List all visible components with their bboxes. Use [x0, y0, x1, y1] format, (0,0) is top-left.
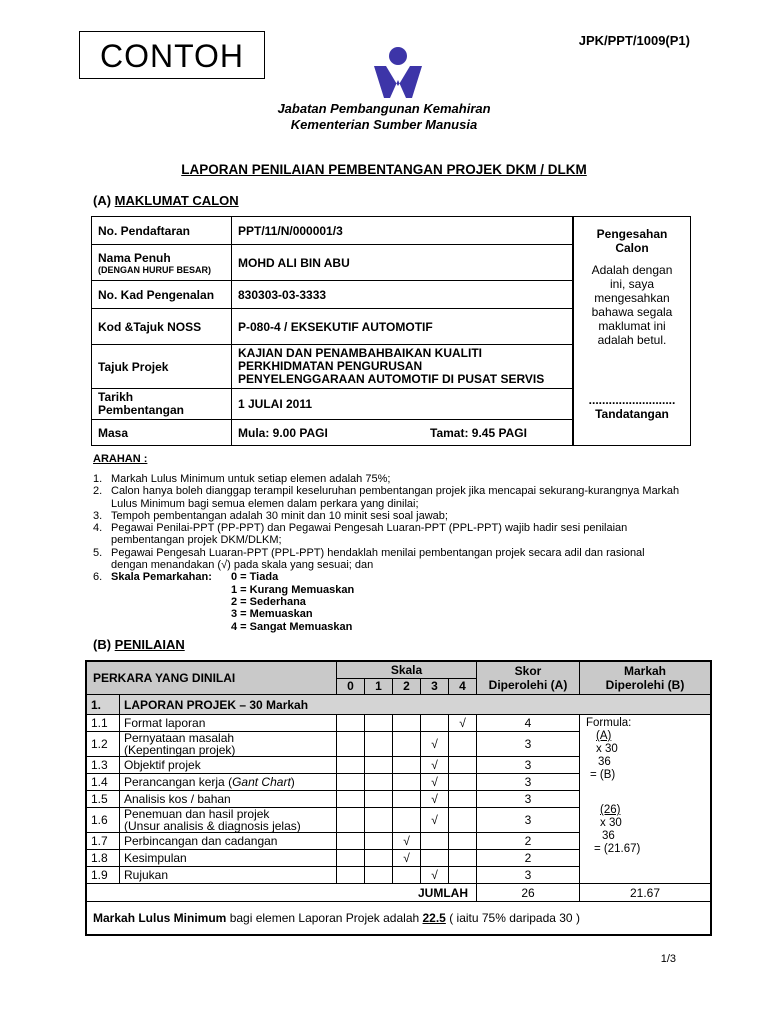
project-value-line-2: PERKHIDMATAN PENGURUSAN [238, 359, 423, 373]
instruction-text: Tempoh pembentangan adalah 30 minit dan 10 minit sesi soal jawab; [111, 509, 448, 522]
row-score: 3 [477, 867, 580, 884]
candidate-verification [573, 217, 691, 446]
formula-cell [580, 715, 712, 884]
verif-title-1: Pengesahan [596, 227, 668, 241]
reg-value: PPT/11/N/000001/3 [232, 217, 574, 245]
col-score-line-1: Skor [514, 664, 542, 678]
scale-cell[interactable] [393, 867, 421, 884]
row-score: 4 [477, 715, 580, 732]
date-label [92, 389, 232, 420]
name-label: Nama Penuh [98, 250, 171, 265]
scale-col-1: 1 [365, 678, 393, 694]
row-number: 1.3 [86, 757, 120, 774]
minimum-pass-row [86, 902, 711, 936]
scale-cell[interactable] [421, 833, 449, 850]
scale-legend-item: 3 = Memuaskan [231, 608, 313, 621]
scale-cell[interactable] [393, 757, 421, 774]
date-label-line-1: Tarikh [98, 390, 134, 404]
scale-label: Skala Pemarkahan: [111, 571, 212, 584]
total-row [86, 884, 711, 902]
signature-label: Tandatangan [595, 407, 669, 421]
minimum-pass-end: ( iaitu 75% daripada 30 ) [445, 911, 580, 925]
scale-cell[interactable] [337, 833, 365, 850]
scale-cell[interactable] [421, 850, 449, 867]
row-item-cell [120, 791, 337, 808]
scale-cell[interactable] [365, 774, 393, 791]
row-number: 1.5 [86, 791, 120, 808]
scale-cell[interactable] [449, 732, 477, 757]
instruction-text: Pegawai Pengesah Luaran-PPT (PPL-PPT) hendaklah menilai pembentangan projek secara adil dan rasional dengan menandakan (√) pada skala yang sesuai; dan [111, 546, 645, 572]
row-item: Perbincangan dan cadangan [124, 834, 278, 848]
scale-cell[interactable] [337, 791, 365, 808]
assessment-table [85, 660, 712, 936]
verif-body-1: Adalah dengan [591, 263, 673, 277]
scale-legend-item: 1 = Kurang Memuaskan [231, 583, 355, 596]
instruction-item [93, 547, 683, 572]
row-number: 1.9 [86, 867, 120, 884]
formula-x30: x 30 [596, 743, 618, 755]
row-item: Objektif projek [124, 758, 201, 772]
row-item-cell [120, 850, 337, 867]
instruction-number: 6. [93, 571, 103, 584]
total-score: 26 [477, 884, 580, 902]
verif-body-4: bahawa segala [591, 305, 673, 319]
col-score-line-2: Diperolehi (A) [488, 678, 568, 692]
scale-cell[interactable] [393, 808, 421, 833]
instructions-list [93, 473, 683, 633]
instruction-number: 1. [93, 473, 103, 485]
col-mark-line-2: Diperolehi (B) [605, 678, 685, 692]
scale-tick-cell[interactable]: √ [421, 808, 449, 833]
sample-stamp: CONTOH [79, 31, 265, 79]
row-item-detail: (Unsur analisis & diagnosis jelas) [124, 819, 301, 833]
section-title: LAPORAN PROJEK – 30 Markah [120, 695, 712, 715]
section-b-title: PENILAIAN [114, 637, 185, 652]
date-label-line-2: Pembentangan [98, 403, 185, 417]
section-row [86, 695, 711, 715]
row-item-cell [120, 808, 337, 833]
scale-cell[interactable] [449, 867, 477, 884]
col-mark-line-1: Markah [623, 664, 667, 678]
scale-cell[interactable] [365, 757, 393, 774]
instruction-number: 5. [93, 546, 103, 559]
agency-logo [372, 46, 424, 102]
formula-result: = (21.67) [594, 843, 641, 855]
row-score: 3 [477, 757, 580, 774]
instruction-number: 4. [93, 522, 103, 535]
row-item-italic: Gant Chart [232, 775, 291, 789]
row-item-cell [120, 833, 337, 850]
scale-cell[interactable] [337, 774, 365, 791]
scale-tick-cell[interactable]: √ [421, 791, 449, 808]
instructions-heading: ARAHAN : [93, 453, 148, 465]
col-scale-header: Skala [337, 661, 477, 678]
project-value [232, 345, 574, 389]
row-item: Pernyataan masalah [124, 731, 235, 745]
row-item-cell [120, 867, 337, 884]
row-score: 2 [477, 833, 580, 850]
verif-body-2: ini, saya [609, 277, 655, 291]
project-label: Tajuk Projek [92, 345, 232, 389]
scale-cell[interactable] [365, 732, 393, 757]
section-a-prefix: (A) [93, 193, 115, 208]
agency-name: Jabatan Pembangunan Kemahiran [277, 101, 491, 116]
ministry-name: Kementerian Sumber Manusia [290, 117, 478, 132]
signature-line: .......................... [588, 393, 676, 407]
instruction-number: 2. [93, 485, 103, 498]
scale-cell[interactable] [449, 757, 477, 774]
scale-cell[interactable] [449, 774, 477, 791]
project-value-line-3: PENYELENGGARAAN AUTOMOTIF DI PUSAT SERVIS [238, 372, 545, 386]
row-item: Perancangan kerja ( [124, 775, 233, 789]
scale-cell[interactable] [337, 808, 365, 833]
instruction-text: Pegawai Penilai-PPT (PP-PPT) dan Pegawai Pengesah Luaran-PPT (PPL-PPT) wajib hadir sesi penilaian pembentangan projek DKM/DLKM; [111, 522, 628, 547]
row-number: 1.4 [86, 774, 120, 791]
formula-26: (26) [600, 804, 621, 816]
row-item: Kesimpulan [124, 851, 187, 865]
row-score: 3 [477, 808, 580, 833]
scale-tick-cell[interactable]: √ [421, 732, 449, 757]
scale-tick-cell[interactable]: √ [421, 774, 449, 791]
scale-cell[interactable] [365, 715, 393, 732]
scale-cell[interactable] [365, 791, 393, 808]
instruction-item [93, 485, 683, 510]
scale-tick-cell[interactable]: √ [449, 715, 477, 732]
scale-cell[interactable] [365, 833, 393, 850]
project-value-line-1: KAJIAN DAN PENAMBAHBAIKAN KUALITI [238, 346, 482, 360]
minimum-pass-value: 22.5 [422, 911, 446, 925]
name-hint: (DENGAN HURUF BESAR) [98, 264, 211, 275]
reg-label: No. Pendaftaran [92, 217, 232, 245]
row-item-cell [120, 715, 337, 732]
scale-cell[interactable] [393, 774, 421, 791]
section-b-heading [93, 637, 185, 652]
scale-cell[interactable] [365, 850, 393, 867]
row-item-cell [120, 774, 337, 791]
scale-cell[interactable] [365, 808, 393, 833]
minimum-pass-note [86, 902, 711, 936]
row-number: 1.2 [86, 732, 120, 757]
row-item-end: ) [290, 775, 295, 789]
verif-body-6: adalah betul. [597, 333, 667, 347]
end-time: Tamat: 9.45 PAGI [424, 420, 573, 446]
verif-body-3: mengesahkan [594, 291, 670, 305]
minimum-pass-mid: bagi elemen Laporan Projek adalah [226, 911, 423, 925]
scale-legend [231, 571, 354, 632]
section-number: 1. [86, 695, 120, 715]
instruction-text: Calon hanya boleh dianggap terampil keseluruhan pembentangan projek jika mencapai sekurang-kurangnya Markah Lulus Minimum bagi semua elemen dalam perkara yang dinilai; [111, 485, 680, 510]
scale-tick-cell[interactable]: √ [393, 850, 421, 867]
row-item-cell [120, 757, 337, 774]
total-label: JUMLAH [86, 884, 477, 902]
verif-title-2: Calon [615, 241, 649, 255]
row-score: 2 [477, 850, 580, 867]
instruction-number: 3. [93, 509, 103, 522]
formula-label: Formula: [586, 717, 632, 729]
scale-cell[interactable] [337, 732, 365, 757]
scale-legend-item: 0 = Tiada [231, 571, 279, 584]
instruction-text: Markah Lulus Minimum untuk setiap elemen adalah 75%; [111, 473, 391, 485]
scale-col-3: 3 [421, 678, 449, 694]
total-mark: 21.67 [580, 884, 712, 902]
section-a-title: MAKLUMAT CALON [114, 193, 239, 208]
agency-header [0, 101, 768, 133]
row-item-cell [120, 732, 337, 757]
scale-cell[interactable] [337, 867, 365, 884]
col-score-header [477, 661, 580, 695]
row-item: Penemuan dan hasil projek [124, 807, 270, 821]
verif-body-5: maklumat ini [598, 319, 666, 333]
row-item-detail: (Kepentingan projek) [124, 743, 236, 757]
scale-tick-cell[interactable]: √ [421, 757, 449, 774]
minimum-pass-label: Markah Lulus Minimum [93, 911, 227, 925]
noss-value: P-080-4 / EKSEKUTIF AUTOMOTIF [232, 309, 574, 345]
col-item-header: PERKARA YANG DINILAI [86, 661, 337, 695]
row-number: 1.6 [86, 808, 120, 833]
scale-cell[interactable] [393, 732, 421, 757]
scale-col-4: 4 [449, 678, 477, 694]
scale-cell[interactable] [393, 791, 421, 808]
section-b-prefix: (B) [93, 637, 115, 652]
scale-col-2: 2 [393, 678, 421, 694]
row-number: 1.7 [86, 833, 120, 850]
row-item: Rujukan [124, 868, 169, 882]
row-item: Format laporan [124, 716, 206, 730]
scale-col-0: 0 [337, 678, 365, 694]
ic-value: 830303-03-3333 [232, 281, 574, 309]
formula-36-2: 36 [602, 830, 615, 842]
scale-cell[interactable] [449, 833, 477, 850]
section-a-heading [93, 193, 239, 208]
row-item: Analisis kos / bahan [124, 792, 231, 806]
scale-legend-item: 4 = Sangat Memuaskan [231, 620, 353, 633]
date-value: 1 JULAI 2011 [232, 389, 574, 420]
assessment-row [86, 715, 711, 732]
formula-36: 36 [598, 756, 611, 768]
formula-b: = (B) [590, 769, 616, 781]
start-time: Mula: 9.00 PAGI [232, 420, 425, 446]
scale-cell[interactable] [393, 715, 421, 732]
scale-tick-cell[interactable]: √ [393, 833, 421, 850]
scale-cell[interactable] [365, 867, 393, 884]
report-title: LAPORAN PENILAIAN PEMBENTANGAN PROJEK DKM / DLKM [181, 162, 587, 177]
instruction-item [93, 510, 683, 522]
scale-tick-cell[interactable]: √ [421, 867, 449, 884]
scale-cell[interactable] [337, 850, 365, 867]
scale-cell[interactable] [421, 715, 449, 732]
formula-a: (A) [596, 730, 612, 742]
ic-label: No. Kad Pengenalan [92, 281, 232, 309]
document-code: JPK/PPT/1009(P1) [578, 33, 690, 48]
formula-x30-2: x 30 [600, 817, 622, 829]
row-number: 1.8 [86, 850, 120, 867]
instruction-item-scale [93, 571, 683, 633]
scale-cell[interactable] [337, 715, 365, 732]
scale-cell[interactable] [449, 808, 477, 833]
row-number: 1.1 [86, 715, 120, 732]
noss-label: Kod &Tajuk NOSS [92, 309, 232, 345]
scale-cell[interactable] [449, 791, 477, 808]
row-score: 3 [477, 791, 580, 808]
scale-cell[interactable] [449, 850, 477, 867]
scale-cell[interactable] [337, 757, 365, 774]
scale-legend-item: 2 = Sederhana [231, 595, 306, 608]
name-label-cell [92, 245, 232, 281]
candidate-info-table [91, 216, 691, 446]
instruction-item [93, 473, 683, 485]
instruction-item [93, 522, 683, 547]
time-label: Masa [92, 420, 232, 446]
name-value: MOHD ALI BIN ABU [232, 245, 574, 281]
row-score: 3 [477, 774, 580, 791]
page-number: 1/3 [660, 953, 676, 965]
row-score: 3 [477, 732, 580, 757]
col-mark-header [580, 661, 712, 695]
